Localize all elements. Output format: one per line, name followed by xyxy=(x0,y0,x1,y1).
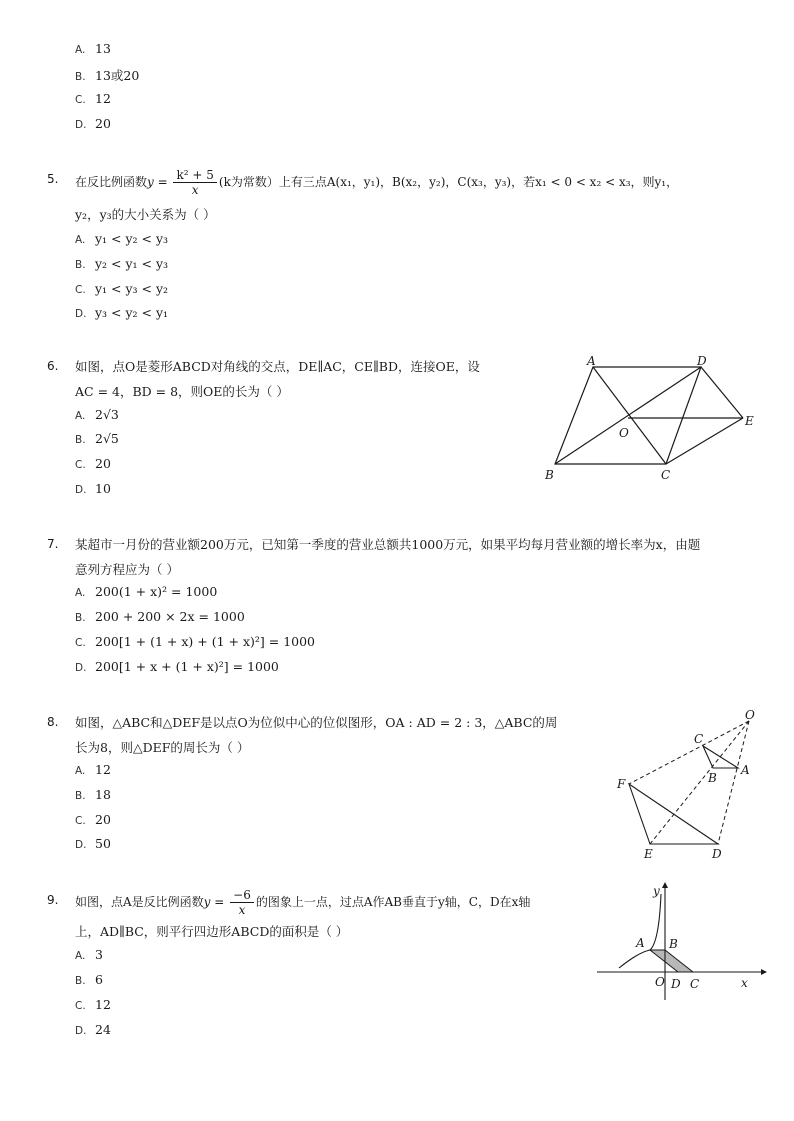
q7-option-a[interactable]: A. 200(1 + x)² = 1000 xyxy=(75,584,218,599)
point-label-a: A xyxy=(741,763,750,777)
point-label-c: C xyxy=(661,468,671,482)
q5-stem-line1: 在反比例函数y = $\frac{\text{k² + 5}}{x}$ (k为常数）上有三点A(x₁，y₁)，B(x₂，y₂)，C(x₃，y₃)，若x₁ < 0 < x₂ < x₃，则y₁， xyxy=(75,168,679,197)
q8-stem-line1: 如图，△ABC和△DEF是以点O为位似中心的位似图形，OA : AD = 2 : 3，△ABC的周 xyxy=(75,715,558,730)
q4-option-b[interactable]: B. 13或20 xyxy=(75,68,140,83)
q9-number: 9. xyxy=(47,893,59,907)
q6-option-a[interactable]: A. 2√3 xyxy=(75,407,119,422)
q7-option-c[interactable]: C. 200[1 + (1 + x) + (1 + x)²] = 1000 xyxy=(75,634,316,649)
q5-option-b[interactable]: B. y₂ < y₁ < y₃ xyxy=(75,256,169,271)
q9-fraction: $\frac{-6}{x}$ xyxy=(230,888,254,917)
point-label-a: A xyxy=(636,936,645,950)
q6-option-b[interactable]: B. 2√5 xyxy=(75,431,119,446)
q7-option-b[interactable]: B. 200 + 200 × 2x = 1000 xyxy=(75,609,245,624)
q5-stem-line2: y₂，y₃的大小关系为（ ） xyxy=(75,207,216,222)
segment-de xyxy=(701,367,743,418)
q7-number: 7. xyxy=(47,537,59,551)
q8-option-d[interactable]: D. 50 xyxy=(75,836,111,851)
q7-stem-line1: 某超市一月份的营业额200万元，已知第一季度的营业总额共1000万元，如果平均每月营业额的增长率为x，由题 xyxy=(75,537,701,552)
parallelogram-abcd xyxy=(650,950,693,972)
q6-option-d[interactable]: D. 10 xyxy=(75,481,111,496)
q6-stem-line2: AC = 4，BD = 8，则OE的长为（ ） xyxy=(75,384,289,399)
point-label-f: F xyxy=(617,777,626,791)
q4-option-c[interactable]: C. 12 xyxy=(75,91,111,106)
q8-option-a[interactable]: A. 12 xyxy=(75,762,111,777)
triangle-def xyxy=(629,784,718,844)
q7-option-d[interactable]: D. 200[1 + x + (1 + x)²] = 1000 xyxy=(75,659,279,674)
diagonal-ac xyxy=(593,367,666,464)
q8-number: 8. xyxy=(47,715,59,729)
point-label-b: B xyxy=(708,771,717,785)
q9-stem-line2: 上，AD∥BC，则平行四边形ABCD的面积是（ ） xyxy=(75,924,349,939)
q9-coordinate-figure xyxy=(595,880,775,1005)
y-axis-arrow xyxy=(662,882,668,888)
point-label-e: E xyxy=(745,414,754,428)
point-label-c: C xyxy=(690,977,700,991)
q6-number: 6. xyxy=(47,359,59,373)
q4-option-a[interactable]: A. 13 xyxy=(75,41,111,56)
q5-number: 5. xyxy=(47,172,59,186)
q7-stem-line2: 意列方程应为（ ） xyxy=(75,562,179,577)
point-label-e: E xyxy=(644,847,653,860)
ray-od xyxy=(718,721,749,844)
point-label-o: O xyxy=(619,426,629,440)
q8-homothety-figure xyxy=(610,708,775,860)
point-label-o: O xyxy=(745,708,755,722)
point-label-d: D xyxy=(697,354,707,368)
q8-option-b[interactable]: B. 18 xyxy=(75,787,111,802)
q9-option-d[interactable]: D. 24 xyxy=(75,1022,111,1037)
diagonal-bd xyxy=(555,367,701,464)
q6-rhombus-figure xyxy=(535,352,765,487)
point-label-d: D xyxy=(671,977,681,991)
q6-option-c[interactable]: C. 20 xyxy=(75,456,111,471)
q4-option-d[interactable]: D. 20 xyxy=(75,116,111,131)
q6-stem-line1: 如图，点O是菱形ABCD对角线的交点，DE∥AC，CE∥BD，连接OE，设 xyxy=(75,359,480,374)
point-label-c: C xyxy=(694,732,704,746)
q5-option-c[interactable]: C. y₁ < y₃ < y₂ xyxy=(75,281,169,296)
axis-label-x: x xyxy=(741,976,748,990)
point-label-o: O xyxy=(655,975,665,989)
hyperbola-curve xyxy=(619,894,661,968)
q8-stem-line2: 长为8，则△DEF的周长为（ ） xyxy=(75,740,250,755)
point-label-d: D xyxy=(712,847,722,860)
q5-option-d[interactable]: D. y₃ < y₂ < y₁ xyxy=(75,305,169,320)
axis-label-y: y xyxy=(653,884,660,898)
q8-option-c[interactable]: C. 20 xyxy=(75,812,111,827)
point-label-b: B xyxy=(669,937,678,951)
point-label-b: B xyxy=(545,468,554,482)
q5-option-a[interactable]: A. y₁ < y₂ < y₃ xyxy=(75,231,169,246)
point-label-a: A xyxy=(587,354,596,368)
q9-stem-line1: 如图，点A是反比例函数y = $\frac{-6}{x}$ 的图象上一点，过点A作AB垂直于y轴，C，D在x轴 xyxy=(75,888,531,917)
x-axis-arrow xyxy=(761,969,767,975)
q9-option-a[interactable]: A. 3 xyxy=(75,947,103,962)
q5-fraction: $\frac{\text{k² + 5}}{x}$ xyxy=(173,168,216,197)
q9-option-b[interactable]: B. 6 xyxy=(75,972,103,987)
q9-option-c[interactable]: C. 12 xyxy=(75,997,111,1012)
segment-ce xyxy=(666,418,743,464)
ray-of xyxy=(629,721,749,784)
